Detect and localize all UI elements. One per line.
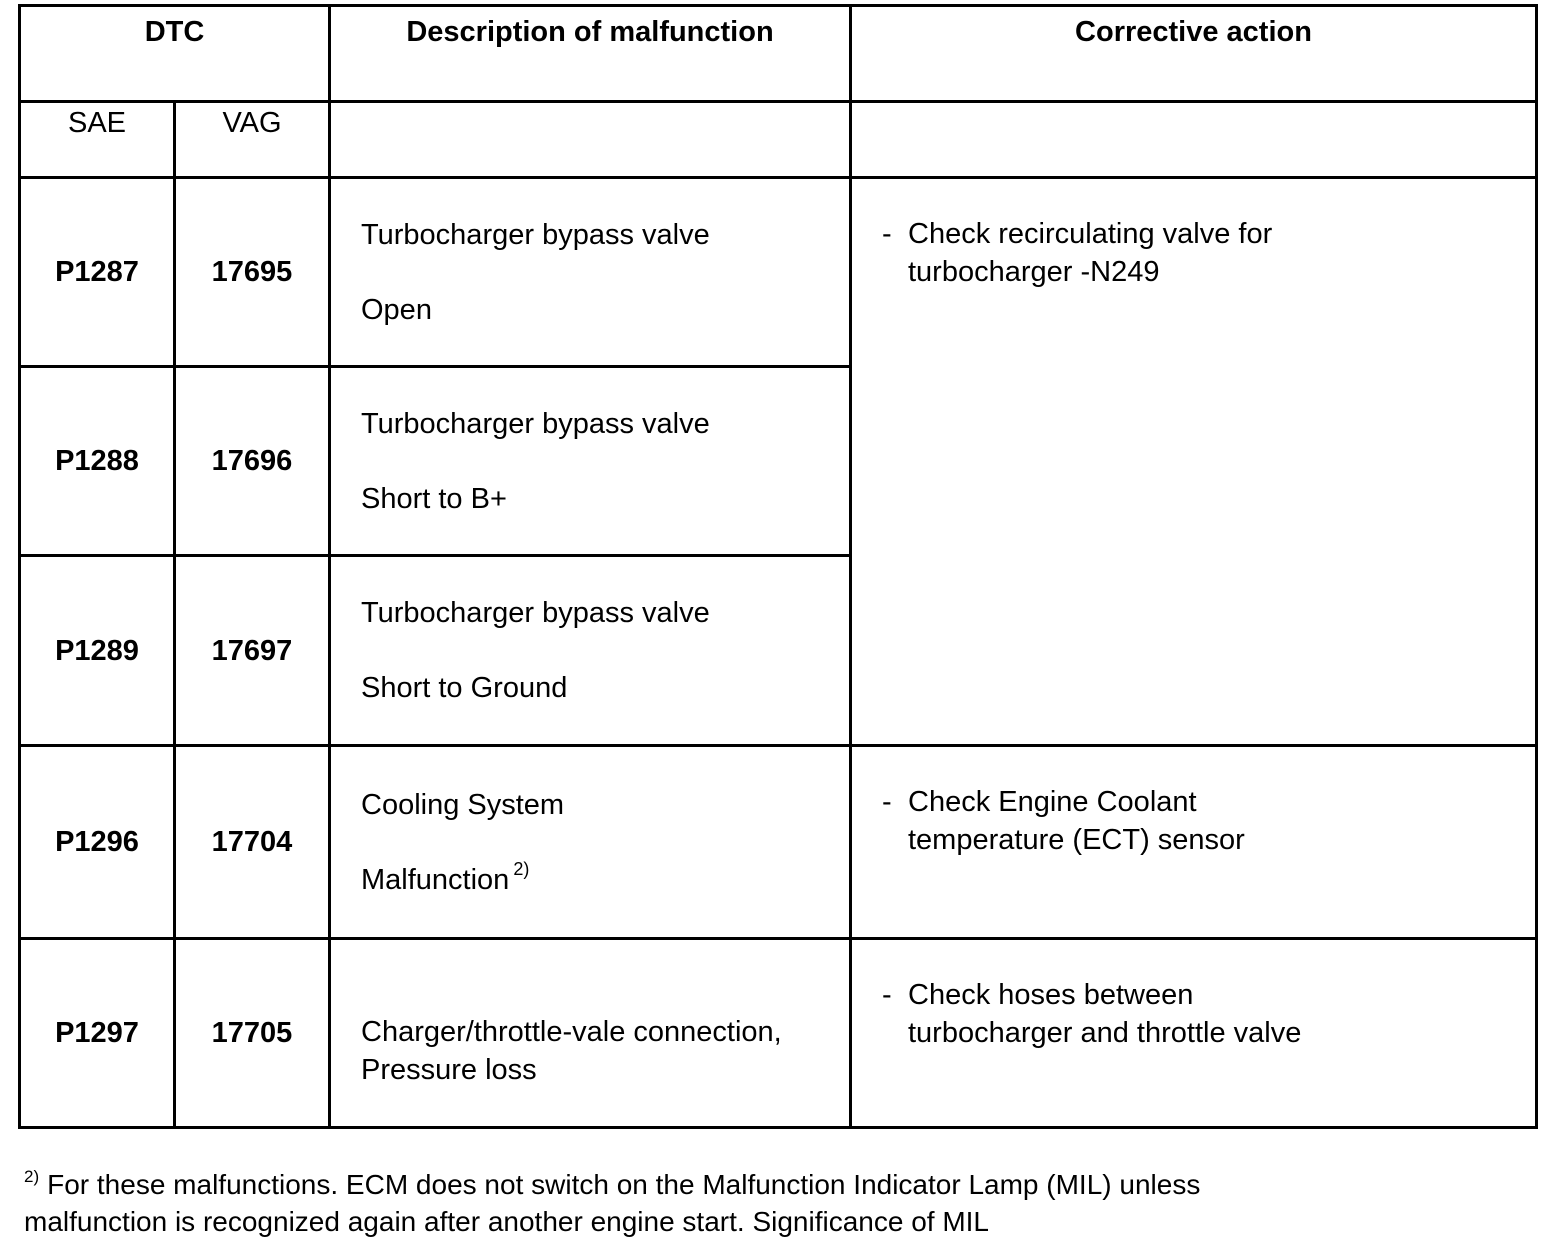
footnote-marker: 2) <box>513 858 530 879</box>
vag-code: 17704 <box>175 746 330 939</box>
sae-code: P1297 <box>20 939 175 1128</box>
vag-code: 17695 <box>175 178 330 367</box>
sae-code: P1288 <box>20 367 175 556</box>
action-line: Check recirculating valve for <box>908 218 1273 250</box>
malfunction-description <box>330 939 851 1128</box>
header-dtc: DTC <box>20 6 330 102</box>
action-line: Check hoses between <box>908 979 1194 1011</box>
header-corrective-action: Corrective action <box>851 6 1537 102</box>
description-line: Malfunction <box>361 863 510 896</box>
malfunction-description <box>330 746 851 939</box>
bullet-dash: - <box>882 218 892 250</box>
action-line: turbocharger -N249 <box>908 256 1160 288</box>
description-line: Short to B+ <box>361 482 507 515</box>
action-line: temperature (ECT) sensor <box>908 824 1245 856</box>
sae-code: P1296 <box>20 746 175 939</box>
table-row <box>20 178 1537 367</box>
description-line: Turbocharger bypass valve <box>361 597 710 629</box>
footnote <box>24 1166 1524 1240</box>
action-line: Check Engine Coolant <box>908 786 1197 818</box>
corrective-action <box>851 939 1537 1128</box>
malfunction-description <box>330 178 851 367</box>
malfunction-description <box>330 556 851 746</box>
footnote-text: For these malfunctions. ECM does not switch on the Malfunction Indicator Lamp (MIL) unless <box>47 1169 1201 1200</box>
corrective-action <box>851 746 1537 939</box>
vag-code: 17705 <box>175 939 330 1128</box>
sae-code: P1287 <box>20 178 175 367</box>
dtc-table <box>18 4 1538 1129</box>
header-action-blank <box>851 102 1537 178</box>
header-vag: VAG <box>175 102 330 178</box>
table-row <box>20 939 1537 1128</box>
description-line: Pressure loss <box>361 1054 537 1086</box>
sae-code: P1289 <box>20 556 175 746</box>
corrective-action <box>851 178 1537 746</box>
bullet-dash: - <box>882 979 892 1011</box>
bullet-dash: - <box>882 786 892 818</box>
description-line: Charger/throttle-vale connection, <box>361 1016 782 1048</box>
description-line: Short to Ground <box>361 672 568 704</box>
description-line: Turbocharger bypass valve <box>361 407 710 440</box>
action-line: turbocharger and throttle valve <box>908 1017 1302 1049</box>
vag-code: 17697 <box>175 556 330 746</box>
footnote-marker: 2) <box>24 1167 40 1186</box>
vag-code: 17696 <box>175 367 330 556</box>
header-description: Description of malfunction <box>330 6 851 102</box>
header-description-blank <box>330 102 851 178</box>
footnote-text: malfunction is recognized again after another engine start. Significance of MIL <box>24 1206 990 1237</box>
description-line: Cooling System <box>361 788 565 821</box>
description-line: Turbocharger bypass valve <box>361 218 710 251</box>
description-line: Open <box>361 293 432 326</box>
table-row <box>20 746 1537 939</box>
header-sae: SAE <box>20 102 175 178</box>
malfunction-description <box>330 367 851 556</box>
